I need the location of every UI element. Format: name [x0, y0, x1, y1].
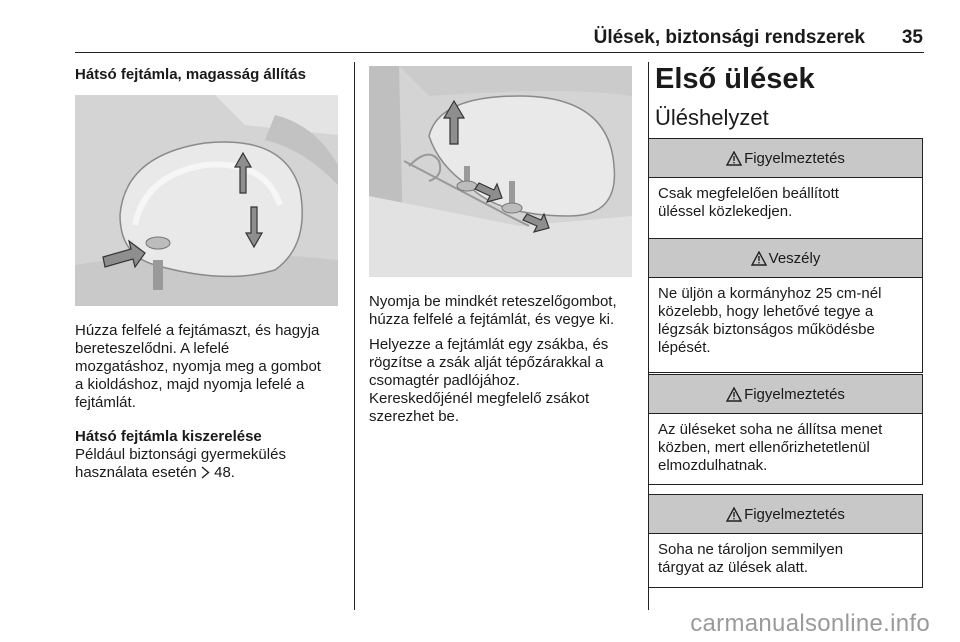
- section-heading-height-adjust: Hátsó fejtámla, magasság állítás: [75, 66, 306, 83]
- instruction-line: Nyomja be mindkét reteszelőgombot,: [369, 293, 617, 310]
- warning-box-header: [649, 139, 922, 178]
- instruction-line: [75, 464, 345, 484]
- warning-triangle-icon: [726, 507, 742, 522]
- warning-text-line: Az üléseket soha ne állítsa menet: [658, 421, 883, 438]
- instruction-line: Például biztonsági gyermekülés: [75, 446, 286, 463]
- headrest-height-illustration: [75, 95, 338, 306]
- instruction-text: használata esetén: [75, 464, 197, 481]
- instruction-line: Helyezze a fejtámlát egy zsákba, és: [369, 336, 609, 353]
- instruction-line: Kereskedőjénél megfelelő zsákot: [369, 390, 590, 407]
- warning-box-body: [649, 534, 922, 585]
- instruction-line: szerezhet be.: [369, 408, 460, 425]
- column-1-text: [75, 322, 345, 484]
- danger-text-line: Ne üljön a kormányhoz 25 cm-nél: [658, 285, 882, 302]
- instruction-line: húzza felfelé a fejtámlát, és vegye ki.: [369, 311, 615, 328]
- page-reference[interactable]: 48.: [214, 464, 235, 481]
- warning-text-line: tárgyat az ülések alatt.: [658, 559, 809, 576]
- danger-text-line: közelebb, hogy lehetővé tegye a: [658, 303, 874, 320]
- column-2-text: [369, 293, 641, 426]
- warning-triangle-icon: [751, 251, 767, 266]
- warning-box: [648, 374, 923, 485]
- danger-text-line: légzsák biztonságos működésbe: [658, 321, 875, 338]
- warning-text-line: elmozdulhatnak.: [658, 457, 768, 474]
- header-rule: [75, 52, 924, 53]
- warning-box-body: [649, 414, 922, 483]
- danger-box-body: [649, 278, 922, 365]
- column-divider-1: [354, 62, 355, 610]
- warning-text-line: Csak megfelelően beállított: [658, 185, 839, 202]
- warning-box: [648, 494, 923, 588]
- warning-text-line: üléssel közlekedjen.: [658, 203, 793, 220]
- instruction-line: Húzza felfelé a fejtámaszt, és hagyja: [75, 322, 320, 339]
- warning-box-header: [649, 495, 922, 534]
- instruction-line: fejtámlát.: [75, 394, 136, 411]
- instruction-line: csomagtér padlójához.: [369, 372, 520, 389]
- warning-triangle-icon: [726, 387, 742, 402]
- warning-box-header: [649, 375, 922, 414]
- danger-box: [648, 238, 923, 373]
- warning-box-title: Figyelmeztetés: [744, 385, 845, 403]
- warning-text-line: közben, mert ellenőrizhetetlenül: [658, 439, 870, 456]
- page-header-title: Ülések, biztonsági rendszerek: [593, 27, 865, 48]
- danger-box-title: Veszély: [768, 249, 821, 267]
- danger-box-header: [649, 239, 922, 278]
- page-reference-arrow-icon[interactable]: [201, 466, 210, 484]
- page-number: 35: [901, 27, 923, 48]
- instruction-line: mozgatáshoz, nyomja meg a gombot: [75, 358, 321, 375]
- watermark: carmanualsonline.info: [690, 610, 930, 637]
- instruction-line: a kioldáshoz, majd nyomja lefelé a: [75, 376, 305, 393]
- warning-box-body: [649, 178, 922, 229]
- section-heading-removal: Hátsó fejtámla kiszerelése: [75, 428, 262, 445]
- headrest-removal-illustration: [369, 66, 632, 277]
- warning-box-title: Figyelmeztetés: [744, 149, 845, 167]
- subsection-title-seat-position: Üléshelyzet: [655, 105, 769, 130]
- warning-text-line: Soha ne tároljon semmilyen: [658, 541, 844, 558]
- section-title-front-seats: Első ülések: [655, 63, 815, 95]
- instruction-line: rögzítse a zsák alját tépőzárakkal a: [369, 354, 604, 371]
- warning-box-title: Figyelmeztetés: [744, 505, 845, 523]
- danger-text-line: lépését.: [658, 339, 711, 356]
- warning-triangle-icon: [726, 151, 742, 166]
- instruction-line: bereteszelődni. A lefelé: [75, 340, 230, 357]
